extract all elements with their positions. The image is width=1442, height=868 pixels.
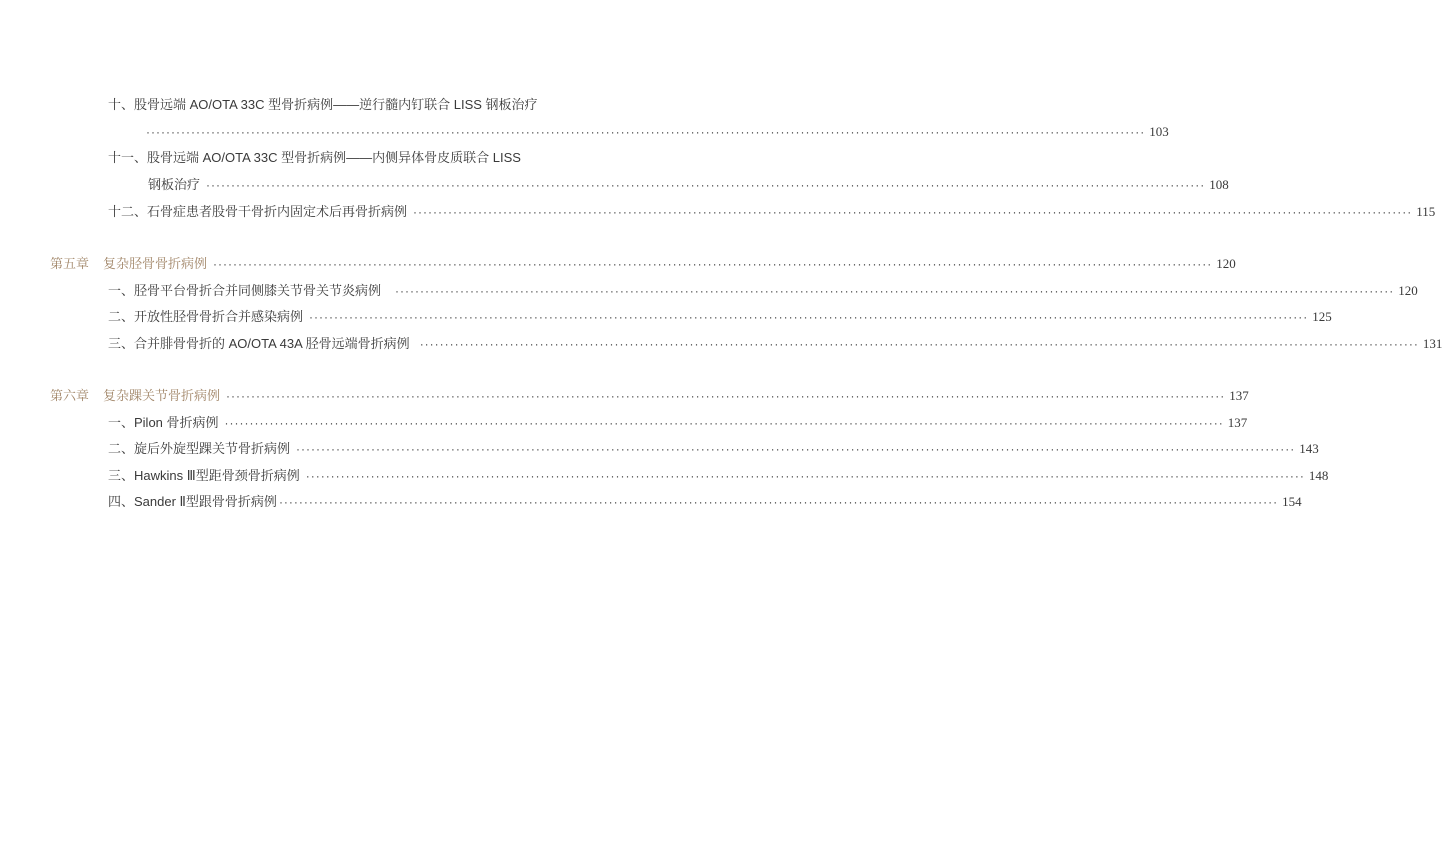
toc-entry-12 (108, 204, 1436, 220)
chapter-6-item-1-page: 137 (1227, 415, 1248, 430)
dot-leader: ········································································································································································································ (224, 416, 1224, 430)
chapter-6-item-2-page: 143 (1299, 441, 1319, 456)
dot-leader: ········································································································································································································ (305, 469, 1305, 483)
chapter-5-item-3 (108, 336, 1442, 352)
chapter-6-item-4 (108, 494, 1302, 510)
toc-entry-11-page: 108 (1209, 177, 1229, 192)
dot-leader: ········································································································································································································ (413, 205, 1413, 219)
chapter-6-title: 复杂踝关节骨折病例 (103, 388, 221, 403)
dot-leader: ········································································································································································································ (226, 389, 1226, 403)
dot-leader: ········································································································································································································ (278, 495, 1279, 509)
chapter-5-item-2-title: 二、开放性胫骨骨折合并感染病例 (108, 309, 304, 324)
chapter-6-item-3-title: 三、Hawkins Ⅲ型距骨颈骨折病例 (108, 468, 300, 483)
chapter-5-item-3-title: 三、合并腓骨骨折的 AO/OTA 43A 胫骨远端骨折病例 (108, 336, 410, 351)
dot-leader: ········································································································································································································ (309, 310, 1309, 324)
toc-entry-11-title-line1: 十一、股骨远端 AO/OTA 33C 型骨折病例——内侧异体骨皮质联合 LISS (108, 150, 521, 165)
toc-entry-12-page: 115 (1416, 204, 1436, 219)
chapter-6-item-1 (108, 415, 1248, 431)
dot-leader: ········································································································································································································ (146, 125, 1146, 139)
dot-leader: ········································································································································································································ (213, 257, 1213, 271)
chapter-5-item-2 (108, 309, 1332, 325)
chapter-6-number: 第六章 (50, 388, 90, 403)
chapter-6-item-1-title: 一、Pilon 骨折病例 (108, 415, 219, 430)
chapter-6-item-3-page: 148 (1308, 468, 1329, 483)
dot-leader: ········································································································································································································ (206, 178, 1206, 192)
chapter-5-item-1 (108, 283, 1418, 299)
toc-entry-11-title-line2 (148, 177, 1229, 193)
chapter-5-item-1-page: 120 (1398, 283, 1418, 298)
toc-entry-10-page: 103 (1149, 124, 1169, 139)
chapter-5-item-2-page: 125 (1312, 309, 1332, 324)
dot-leader: ········································································································································································································ (395, 284, 1395, 298)
chapter-6-item-4-title: 四、Sander Ⅱ型跟骨骨折病例 (108, 494, 277, 509)
chapter-5-title: 复杂胫骨骨折病例 (103, 256, 208, 271)
toc-entry-10-leader-line (146, 124, 1169, 140)
chapter-6-item-4-page: 154 (1282, 494, 1302, 509)
chapter-5-item-1-title: 一、胫骨平台骨折合并同侧膝关节骨关节炎病例 (108, 283, 382, 298)
toc-entry-11-title-cont: 钢板治疗 (148, 177, 201, 192)
toc-entry-12-title: 十二、石骨症患者股骨干骨折内固定术后再骨折病例 (108, 204, 408, 219)
chapter-5-page: 120 (1216, 256, 1236, 271)
chapter-5-heading (50, 256, 1236, 272)
chapter-5-item-3-page: 131 (1422, 336, 1442, 351)
chapter-6-heading (50, 388, 1249, 404)
dot-leader: ········································································································································································································ (296, 442, 1296, 456)
toc-entry-10-title: 十、股骨远端 AO/OTA 33C 型骨折病例——逆行髓内钉联合 LISS 钢板治疗 (108, 97, 538, 112)
chapter-6-item-2-title: 二、旋后外旋型踝关节骨折病例 (108, 441, 291, 456)
chapter-6-item-2 (108, 441, 1319, 457)
dot-leader: ········································································································································································································ (419, 337, 1419, 351)
chapter-6-item-3 (108, 468, 1329, 484)
chapter-5-number: 第五章 (50, 256, 90, 271)
chapter-6-page: 137 (1229, 388, 1249, 403)
